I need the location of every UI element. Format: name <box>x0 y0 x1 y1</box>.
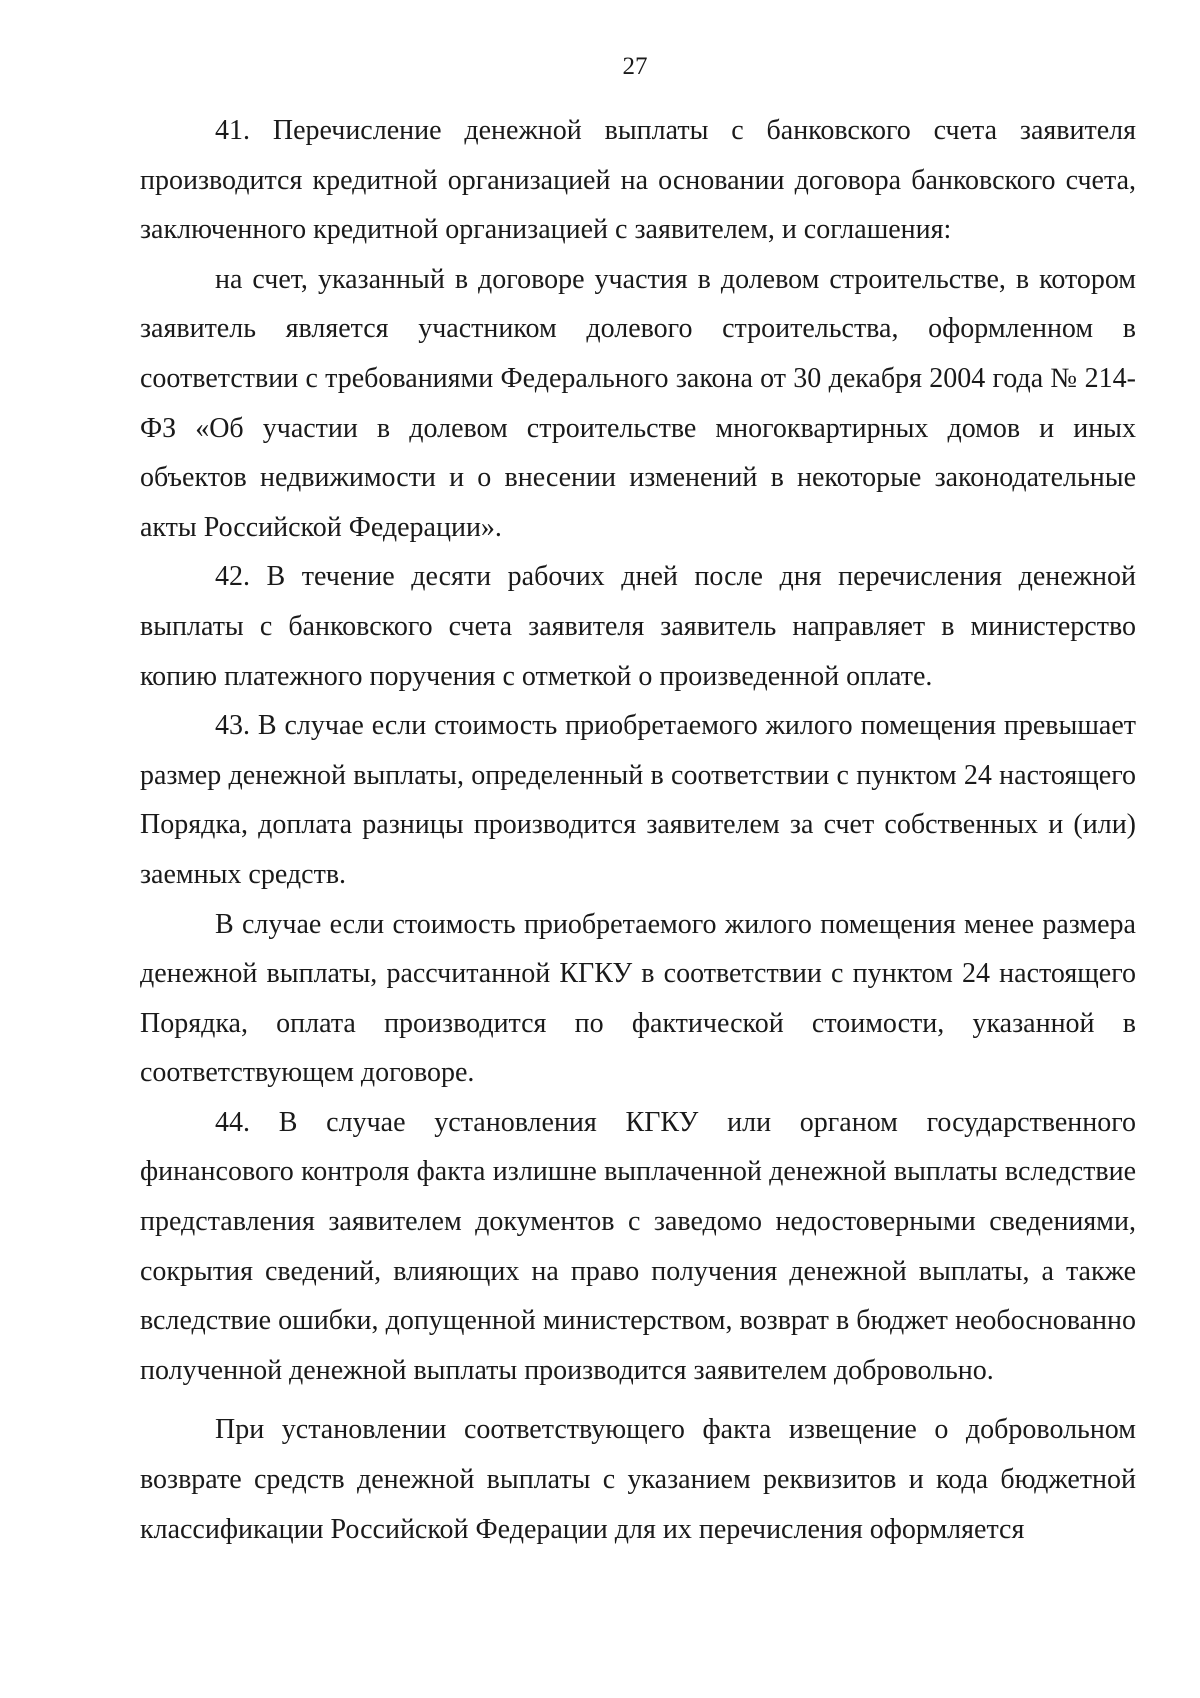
paragraph-41-account: на счет, указанный в договоре участия в долевом строительстве, в котором заявитель является участником долевого строительства, оформленном в соответствии с требованиями Федерального закона от 30 декабря 2004 года № 214-ФЗ «Об участии в долевом строительстве многоквартирных домов и иных объектов недвижимости и о внесении изменений в некоторые законодательные акты Российской Федерации». <box>140 263 1136 543</box>
paragraph-44: 44. В случае установления КГКУ или органом государственного финансового контроля факта излишне выплаченной денежной выплаты вследствие представления заявителем документов с заведомо недостоверными сведениями, сокрытия сведений, влияющих на право получения денежной выплаты, а также вследствие ошибки, допущенной министерством, возврат в бюджет необоснованно полученной денежной выплаты производится заявителем добровольно. <box>140 1106 1136 1386</box>
paragraph-43: 43. В случае если стоимость приобретаемого жилого помещения превышает размер денежной выплаты, определенный в соответствии с пунктом 24 настоящего Порядка, доплата разницы производится заявителем за счет собственных и (или) заемных средств. <box>140 710 1136 890</box>
page-number: 27 <box>622 53 648 80</box>
paragraph-41: 41. Перечисление денежной выплаты с банковского счета заявителя производится кредитной организацией на основании договора банковского счета, заключенного кредитной организацией с заявителем, и соглашения: <box>140 115 1136 246</box>
document-body <box>140 106 1136 1554</box>
paragraph-42: 42. В течение десяти рабочих дней после дня перечисления денежной выплаты с банковского счета заявителя заявитель направляет в министерство копию платежного поручения с отметкой о произведенной оплате. <box>140 561 1136 692</box>
paragraph-43-continued: В случае если стоимость приобретаемого жилого помещения менее размера денежной выплаты, рассчитанной КГКУ в соответствии с пунктом 24 настоящего Порядка, оплата производится по фактической стоимости, указанной в соответствующем договоре. <box>140 908 1136 1089</box>
paragraph-44-continued: При установлении соответствующего факта извещение о добровольном возврате средств денежной выплаты с указанием реквизитов и кода бюджетной классификации Российской Федерации для их перечисления оформляется <box>140 1414 1136 1545</box>
